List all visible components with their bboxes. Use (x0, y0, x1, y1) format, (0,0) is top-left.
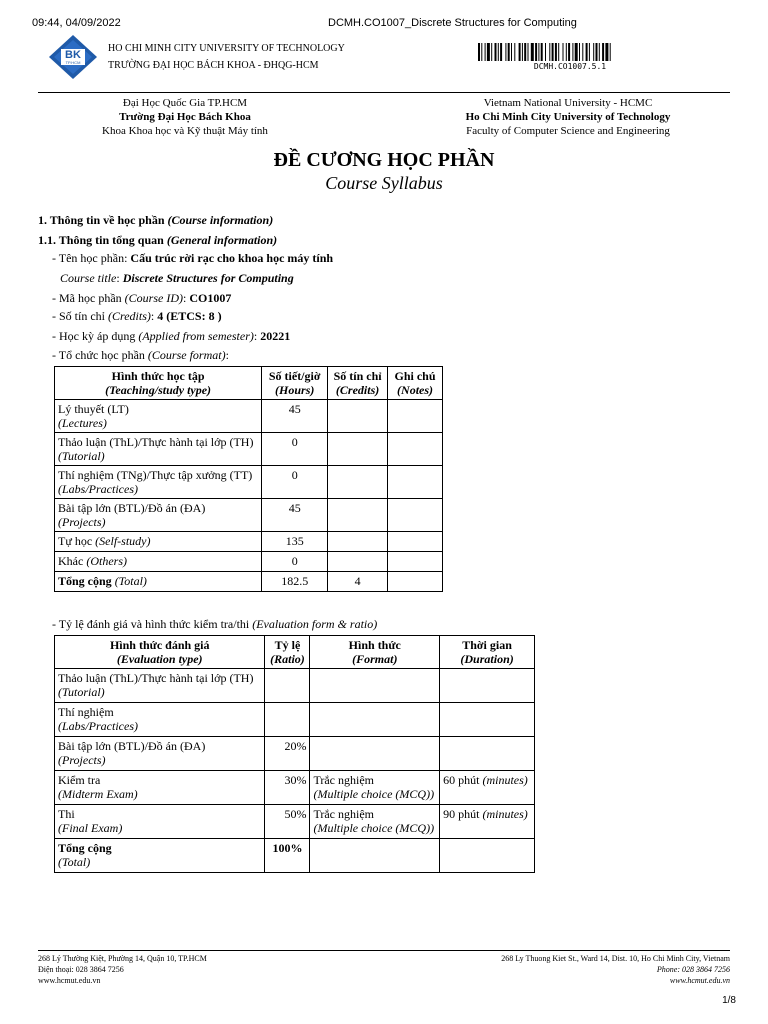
table-row: Bài tập lớn (BTL)/Đồ án (ĐA) (Projects) 20% (55, 737, 535, 771)
header-credits: Số tín chỉ (Credits) (328, 367, 388, 400)
table-row: Thí nghiệm (Labs/Practices) (55, 703, 535, 737)
header-ratio: Tỷ lệ (Ratio) (265, 636, 310, 669)
table-row: Thảo luận (ThL)/Thực hành tại lớp (TH) (Tutorial) 0 (55, 433, 443, 466)
header-divider (38, 92, 730, 93)
page-number: 1/8 (722, 995, 736, 1006)
header-evaluation-type: Hình thức đánh giá (Evaluation type) (55, 636, 265, 669)
table-row: Thảo luận (ThL)/Thực hành tại lớp (TH) (Tutorial) (55, 669, 535, 703)
logo-text: BK (65, 49, 81, 61)
table-header-row (55, 367, 443, 400)
print-title: DCMH.CO1007_Discrete Structures for Computing (328, 17, 577, 29)
table-row: Bài tập lớn (BTL)/Đồ án (ĐA) (Projects) 45 (55, 499, 443, 532)
table-row: Khác (Others) 0 (55, 552, 443, 572)
table-total-row: Tổng cộng (Total) 182.5 4 (55, 572, 443, 592)
table-row: Tự học (Self-study) 135 (55, 532, 443, 552)
header-notes: Ghi chú (Notes) (388, 367, 443, 400)
course-id: - Mã học phần (Course ID): CO1007 (52, 291, 232, 305)
table-row: Thi (Final Exam) 50% Trắc nghiệm (Multiple choice (MCQ)) 90 phút (minutes) (55, 805, 535, 839)
section-heading-1-1: 1.1. Thông tin tổng quan (General information) (38, 233, 278, 247)
university-logo (48, 34, 98, 80)
course-format-label: - Tổ chức học phần (Course format): (52, 348, 229, 362)
header-teaching-type: Hình thức học tập (Teaching/study type) (55, 367, 262, 400)
table-row: Kiểm tra (Midterm Exam) 30% Trắc nghiệm (Multiple choice (MCQ)) 60 phút (minutes) (55, 771, 535, 805)
course-title: Course title: Discrete Structures for Computing (60, 271, 294, 285)
logo-sub: TP.HCM (65, 60, 81, 65)
barcode (478, 43, 662, 61)
evaluation-table (54, 635, 535, 873)
header-duration: Thời gian (Duration) (440, 636, 535, 669)
section-heading-1: 1. Thông tin về học phần (Course information) (38, 213, 274, 227)
table-row: Thí nghiệm (TNg)/Thực tập xưởng (TT) (Labs/Practices) 0 (55, 466, 443, 499)
institution-en: Vietnam National University - HCMC Ho Chi Minh City University of Technology Faculty of Computer Science and Engineering (465, 97, 671, 137)
barcode-code: DCMH.CO1007.5.1 (533, 62, 607, 71)
table-header-row (55, 636, 535, 669)
course-name: - Tên học phần: Cấu trúc rời rạc cho khoa học máy tính (52, 251, 334, 265)
footer-address-vi: 268 Lý Thường Kiệt, Phường 14, Quận 10, TP.HCM Điện thoại: 028 3864 7256 www.hcmut.edu.vn (38, 954, 207, 985)
footer-divider (38, 950, 730, 951)
institution-vi: Đại Học Quốc Gia TP.HCM Trường Đại Học Bách Khoa Khoa Khoa học và Kỹ thuật Máy tính (102, 97, 268, 137)
header-format: Hình thức (Format) (310, 636, 440, 669)
course-format-table (54, 366, 443, 592)
print-timestamp: 09:44, 04/09/2022 (32, 17, 121, 29)
header-hours: Số tiết/giờ (Hours) (262, 367, 328, 400)
table-total-row: Tổng cộng (Total) 100% (55, 839, 535, 873)
table-row: Lý thuyết (LT) (Lectures) 45 (55, 400, 443, 433)
applied-semester: - Học kỳ áp dụng (Applied from semester): 20221 (52, 329, 291, 343)
university-name-vi: TRƯỜNG ĐẠI HỌC BÁCH KHOA - ĐHQG-HCM (108, 60, 319, 71)
page-title: ĐỀ CƯƠNG HỌC PHẦN (273, 149, 495, 171)
evaluation-label: - Tỷ lệ đánh giá và hình thức kiểm tra/thi (Evaluation form & ratio) (52, 617, 378, 631)
page-subtitle: Course Syllabus (325, 173, 443, 193)
university-name-en: HO CHI MINH CITY UNIVERSITY OF TECHNOLOGY (108, 43, 345, 54)
footer-address-en: 268 Ly Thuong Kiet St., Ward 14, Dist. 10, Ho Chi Minh City, Vietnam Phone: 028 3864 7256 www.hcmut.edu.vn (501, 954, 730, 985)
course-credits: - Số tín chỉ (Credits): 4 (ETCS: 8 ) (52, 309, 222, 323)
